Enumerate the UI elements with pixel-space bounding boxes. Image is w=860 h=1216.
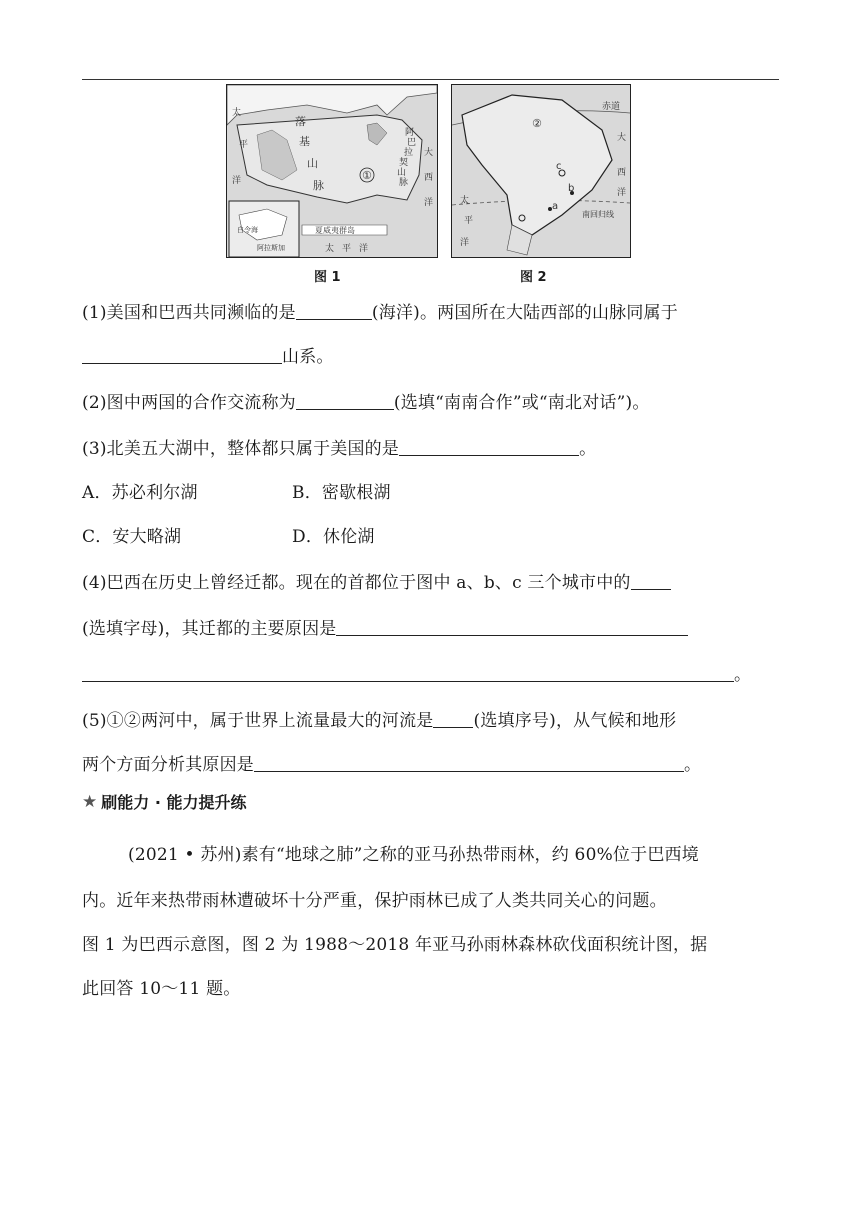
section-title: 刷能力 · 能力提升练 <box>101 793 247 812</box>
answer-blank[interactable] <box>336 619 688 636</box>
question-5-text-cont: (选填序号)，从气候和地形 <box>473 711 677 731</box>
map-label: 洋 <box>617 188 627 198</box>
usa-map <box>226 84 438 258</box>
map-label: b <box>568 183 575 194</box>
map-label: a <box>552 201 559 212</box>
question-3-text: (3)北美五大湖中，整体都只属于美国的是 <box>82 439 400 459</box>
map-label: 大 <box>617 133 627 143</box>
map-label: 赤道 <box>602 102 621 112</box>
map-label: 巴 <box>407 138 417 148</box>
map-label: 西 <box>424 173 434 183</box>
brazil-map <box>451 84 631 258</box>
map-label: 太 <box>460 196 470 206</box>
map-label: 太 <box>232 108 242 118</box>
passage-line-3: 图 1 为巴西示意图，图 2 为 1988～2018 年亚马孙雨林森林砍伐面积统计图，据 <box>82 935 708 955</box>
map-label: 阿拉斯加 <box>257 244 285 252</box>
figure-2-caption: 图 2 <box>520 270 547 285</box>
question-2-text-cont: (选填“南南合作”或“南北对话”)。 <box>393 393 650 413</box>
map-label: ② <box>532 117 542 130</box>
question-1-text: (1)美国和巴西共同濒临的是 <box>82 303 296 323</box>
map-label: 南回归线 <box>582 210 614 219</box>
option-c[interactable]: C．安大略湖 <box>82 527 182 547</box>
question-5-text-end: 。 <box>684 755 702 775</box>
map-label: 夏威夷群岛 <box>315 226 355 235</box>
map-label: 基 <box>299 135 310 148</box>
answer-blank[interactable] <box>433 711 473 728</box>
map-label: 落 <box>295 115 306 128</box>
answer-blank[interactable] <box>296 303 372 320</box>
map-label: 阿 <box>405 128 415 138</box>
header-rule <box>82 79 779 80</box>
map-label: 拉 <box>404 148 414 158</box>
question-4-text-end: 。 <box>734 665 752 685</box>
answer-blank[interactable] <box>82 665 734 682</box>
map-label: 大 <box>424 148 434 158</box>
question-3-text-end: 。 <box>579 439 597 459</box>
section-header <box>82 790 246 813</box>
question-1-text-end: 山系。 <box>282 347 334 367</box>
passage-line-2: 内。近年来热带雨林遭破坏十分严重，保护雨林已成了人类共同关心的问题。 <box>82 891 667 911</box>
question-4-line-1 <box>82 568 671 593</box>
question-2 <box>82 388 650 413</box>
passage-line-4: 此回答 10～11 题。 <box>82 979 241 999</box>
question-2-text: (2)图中两国的合作交流称为 <box>82 393 296 413</box>
answer-blank[interactable] <box>82 347 282 364</box>
map-label: 平 <box>239 140 249 150</box>
map-label: 山 <box>307 157 318 170</box>
map-label: c <box>556 161 562 172</box>
map-label: 洋 <box>460 238 470 248</box>
answer-blank[interactable] <box>399 439 579 456</box>
map-label: ① <box>362 169 372 182</box>
star-icon: ★ <box>82 791 98 812</box>
answer-blank[interactable] <box>254 755 684 772</box>
question-3 <box>82 434 596 459</box>
answer-blank[interactable] <box>631 573 671 590</box>
question-1-text-cont: (海洋)。两国所在大陆西部的山脉同属于 <box>371 303 678 323</box>
question-4-text-cont: (选填字母)，其迁都的主要原因是 <box>82 619 337 639</box>
map-label: 山 <box>397 168 407 178</box>
map-label: 脉 <box>399 178 409 188</box>
map-label: 平 <box>464 216 474 226</box>
passage-line-1: (2021 • 苏州)素有“地球之肺”之称的亚马孙热带雨林，约 60%位于巴西境 <box>128 845 699 865</box>
question-1-line-1 <box>82 298 678 323</box>
question-5-line-1 <box>82 706 676 731</box>
option-a[interactable]: A．苏必利尔湖 <box>82 483 198 503</box>
map-label: 脉 <box>313 179 324 192</box>
question-4-text: (4)巴西在历史上曾经迁都。现在的首都位于图中 a、b、c 三个城市中的 <box>82 573 631 593</box>
map-label: 白令海 <box>237 226 258 234</box>
figure-1-caption: 图 1 <box>314 270 341 285</box>
question-5-line-2 <box>82 750 701 775</box>
map-label: 洋 <box>232 176 242 186</box>
answer-blank[interactable] <box>296 393 394 410</box>
question-1-line-2 <box>82 342 334 367</box>
question-4-line-2 <box>82 614 688 639</box>
question-5-text: (5)①②两河中，属于世界上流量最大的河流是 <box>82 711 434 731</box>
question-5-text-2: 两个方面分析其原因是 <box>82 755 254 775</box>
map-label: 平 <box>342 244 352 254</box>
option-d[interactable]: D．休伦湖 <box>292 527 375 547</box>
option-b[interactable]: B．密歇根湖 <box>292 483 391 503</box>
map-label: 契 <box>399 158 409 168</box>
map-label: 太 <box>325 244 335 254</box>
map-label: 洋 <box>359 244 369 254</box>
question-4-line-3 <box>82 660 751 685</box>
map-label: 洋 <box>424 198 434 208</box>
map-label: 西 <box>617 168 627 178</box>
